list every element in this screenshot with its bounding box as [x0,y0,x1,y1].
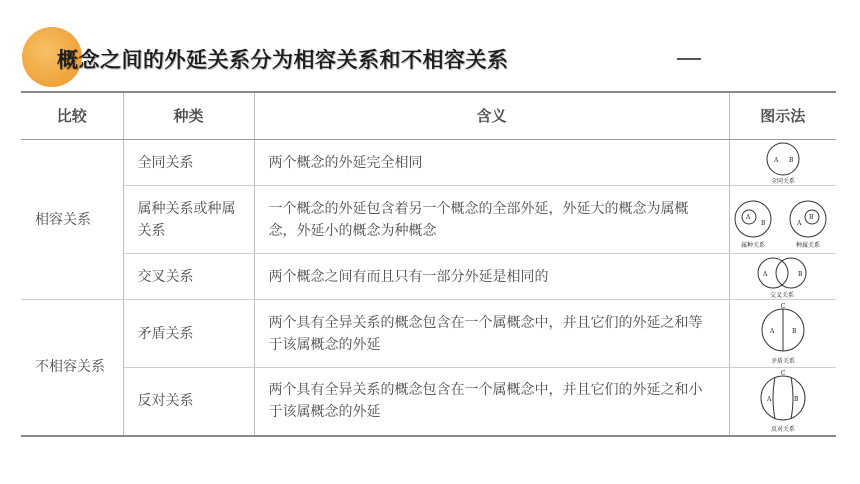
group-incompatible: 不相容关系 [21,300,123,436]
svg-text:A: A [769,327,775,335]
table-row [21,186,836,254]
kind-cell: 全同关系 [123,140,254,186]
header-compare: 比较 [21,92,123,140]
svg-text:A: A [766,396,772,404]
table-row [21,368,836,436]
table-row [21,140,836,186]
kind-cell: 反对关系 [123,368,254,436]
meaning-cell: 两个概念之间有而且只有一部分外延是相同的 [254,254,729,300]
svg-text:C: C [780,370,786,378]
meaning-cell: 一个概念的外延包含着另一个概念的全部外延，外延大的概念为属概念，外延小的概念为种概念 [254,186,729,254]
diagram-genus-species [729,186,836,254]
diagram-contrary [729,368,836,436]
diagram-identity [729,140,836,186]
svg-text:B: B [788,156,794,164]
relation-table [21,91,836,437]
svg-text:A: A [773,156,779,164]
svg-text:B: B [791,327,797,335]
table-row [21,254,836,300]
svg-text:A: A [745,213,751,221]
meaning-cell: 两个具有全异关系的概念包含在一个属概念中，并且它们的外延之和等于该属概念的外延 [254,300,729,368]
svg-text:B: B [808,213,814,221]
page-title: 概念之间的外延关系分为相容关系和不相容关系 [57,48,509,72]
table-row [21,300,836,368]
kind-cell: 属种关系或种属关系 [123,186,254,254]
table-header-row [21,92,836,140]
meaning-cell: 两个具有全异关系的概念包含在一个属概念中，并且它们的外延之和小于该属概念的外延 [254,368,729,436]
header-meaning: 含义 [254,92,729,140]
svg-text:B: B [797,270,803,278]
header-diagram: 图示法 [729,92,836,140]
group-compatible: 相容关系 [21,140,123,300]
svg-text:C: C [780,302,786,310]
diagram-contradiction [729,300,836,368]
diagram-caption: 交叉关系 [769,291,794,299]
kind-cell: 矛盾关系 [123,300,254,368]
svg-text:A: A [796,219,802,227]
diagram-caption: 全同关系 [770,177,795,185]
diagram-intersection [729,254,836,300]
diagram-caption: 属种关系 [740,241,765,249]
diagram-caption: 矛盾关系 [770,357,795,365]
header-kind: 种类 [123,92,254,140]
svg-text:B: B [793,396,799,404]
svg-text:B: B [760,219,766,227]
kind-cell: 交叉关系 [123,254,254,300]
svg-text:A: A [762,270,768,278]
meaning-cell: 两个概念的外延完全相同 [254,140,729,186]
diagram-caption: 反对关系 [770,426,795,434]
diagram-caption: 种属关系 [795,241,820,249]
decorative-dash [677,58,701,60]
